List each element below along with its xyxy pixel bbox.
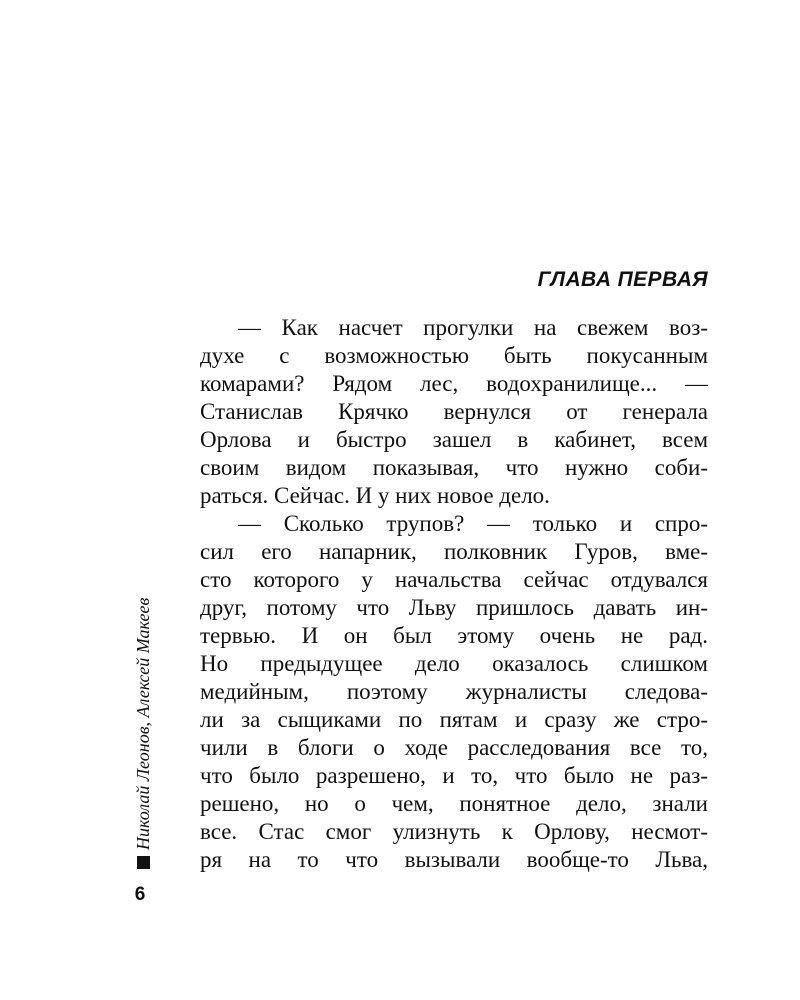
text-line: решено, но о чем, понятное дело, знали bbox=[200, 791, 708, 816]
text-line: ли за сыщиками по пятам и сразу же стро- bbox=[200, 707, 708, 732]
text-line: друг, потому что Льву пришлось давать ин- bbox=[200, 595, 708, 620]
text-line: что было разрешено, и то, что было не раз- bbox=[200, 763, 708, 788]
square-marker-icon bbox=[137, 856, 150, 869]
page-number: 6 bbox=[134, 884, 146, 905]
text-line: медийным, поэтому журналисты следова- bbox=[200, 679, 708, 704]
running-header-author: Николай Леонов, Алексей Макеев bbox=[133, 597, 153, 850]
text-line: духе с возможностью быть покусанным bbox=[200, 343, 708, 368]
text-line: своим видом показывая, что нужно соби- bbox=[200, 455, 708, 480]
body-text bbox=[200, 314, 708, 874]
text-line: все. Стас смог улизнуть к Орлову, несмот- bbox=[200, 819, 708, 844]
text-line: сил его напарник, полковник Гуров, вме- bbox=[200, 539, 708, 564]
text-line: сто которого у начальства сейчас отдувался bbox=[200, 567, 708, 592]
text-line: ря на то что вызывали вообще-то Льва, bbox=[200, 847, 708, 872]
text-line: — Как насчет прогулки на свежем воз- bbox=[238, 315, 708, 340]
text-line: комарами? Рядом лес, водохранилище... — bbox=[200, 371, 708, 396]
chapter-title: ГЛАВА ПЕРВАЯ bbox=[537, 268, 708, 291]
text-line: Орлова и быстро зашел в кабинет, всем bbox=[200, 427, 708, 452]
text-line: Но предыдущее дело оказалось слишком bbox=[200, 651, 708, 676]
text-line: чили в блоги о ходе расследования все то, bbox=[200, 735, 708, 760]
text-line: тервью. И он был этому очень не рад. bbox=[200, 623, 708, 648]
text-line: раться. Сейчас. И у них новое дело. bbox=[200, 483, 550, 508]
text-line: — Сколько трупов? — только и спро- bbox=[238, 511, 708, 536]
text-line: Станислав Крячко вернулся от генерала bbox=[200, 399, 708, 424]
